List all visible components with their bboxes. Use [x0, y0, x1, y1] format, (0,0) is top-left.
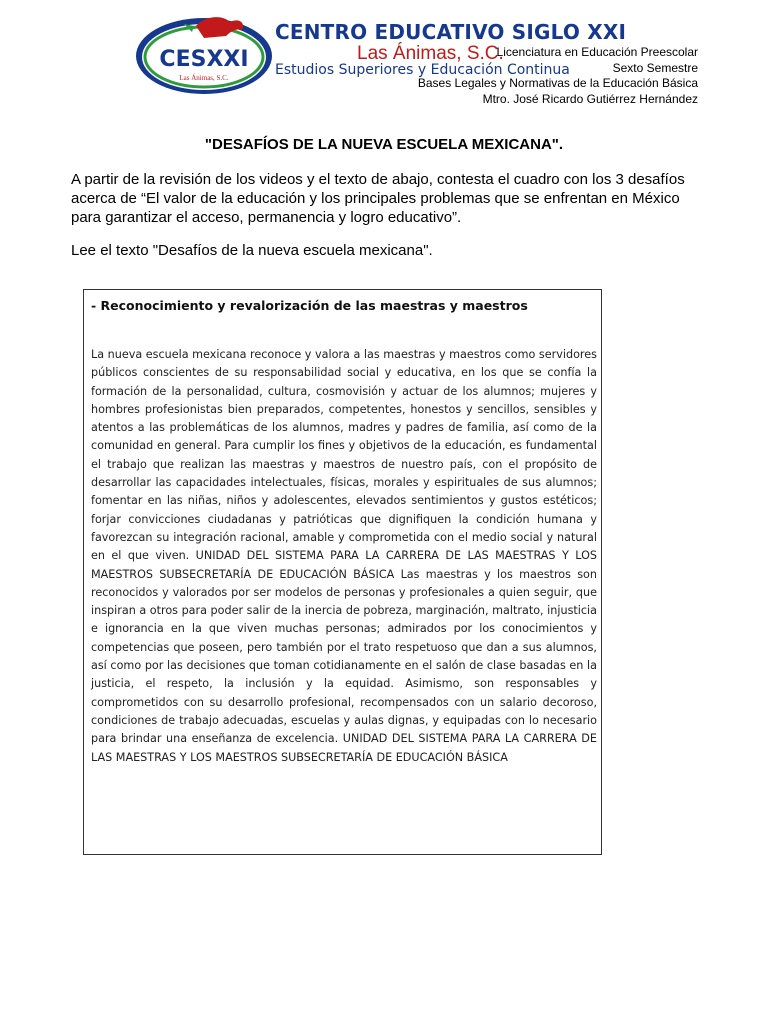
instruction-paragraph: Lee el texto "Desafíos de la nueva escuela mexicana".	[71, 242, 433, 259]
course-meta	[418, 45, 698, 107]
intro-paragraph: A partir de la revisión de los videos y el texto de abajo, contesta el cuadro con los 3 desafíos acerca de “El valor de la educación y los principales problemas que se enfrentan en México para garantizar el acceso, permanencia y logro educativo”.	[71, 171, 685, 226]
excerpt-heading: - Reconocimiento y revalorización de las maestras y maestros	[91, 298, 528, 313]
course-name: Bases Legales y Normativas de la Educación Básica	[417, 76, 698, 90]
excerpt-body: La nueva escuela mexicana reconoce y valora a las maestras y maestros como servidores públicos conscientes de su responsabilidad social y educativa, en los que se confía la formación de la personalidad, cultura, cosmovisión y actuar de los alumnos; mujeres y hombres profesionistas bien preparados, competentes, honestos y sencillos, sensibles y atentos a las problemáticas de los alumnos, madres y padres de familia, así como de la comunidad en general. Para cumplir los fines y objetivos de la educación, es fundamental el trabajo que realizan las maestras y maestros de nuestro país, con el propósito de desarrollar las capacidades intelectuales, físicas, morales y espirituales de sus alumnos; fomentar en las niñas, niños y adolescentes, elevados sentimientos y gustos estéticos; forjar convicciones ciudadanas y patrióticas que dignifiquen la condición humana y favorezcan su integración racional, amable y comprometida con el medio social y natural en el que viven. UNIDAD DEL SISTEMA PARA LA CARRERA DE LAS MAESTRAS Y LOS MAESTROS SUBSECRETARÍA DE EDUCACIÓN BÁSICA Las maestras y los maestros son reconocidos y valorados por ser modelos de personas y profesionales a quien seguir, que inspiran a otros para poder salir de la inercia de pobreza, marginación, maltrato, injusticia e ignorancia en la que viven muchas personas; admirados por los conocimientos y competencias que poseen, pero también por el trato respetuoso que dan a sus alumnos, así como por las decisiones que toman cotidianamente en el salón de clase basadas en la justicia, el respeto, la inclusión y la equidad. Asimismo, son responsables y comprometidos con su desarrollo profesional, recompensados con un salario decoroso, condiciones de trabajo adecuadas, escuelas y aulas dignas, y equipadas con lo necesario para brindar una enseñanza de excelencia. UNIDAD DEL SISTEMA PARA LA CARRERA DE LAS MAESTRAS Y LOS MAESTROS SUBSECRETARÍA DE EDUCACIÓN BÁSICA	[91, 348, 598, 764]
school-logo	[134, 12, 274, 96]
logo-acronym: CESXXI	[159, 47, 249, 72]
brand-title: CENTRO EDUCATIVO SIGLO XXI	[275, 20, 627, 44]
brand-tagline: Estudios Superiores y Educación Continua	[275, 62, 570, 78]
document-title: "DESAFÍOS DE LA NUEVA ESCUELA MEXICANA".	[204, 136, 564, 153]
teacher-name: Mtro. José Ricardo Gutiérrez Hernández	[482, 91, 698, 106]
school-logo-graphic	[134, 12, 274, 96]
program-name: Licenciatura en Educación Preescolar	[496, 45, 698, 59]
semester: Sexto Semestre	[612, 60, 698, 75]
logo-location: Las Ánimas, S.C.	[179, 74, 229, 82]
brand-subtitle: Las Ánimas, S.C.	[357, 43, 504, 64]
excerpt-box	[83, 289, 602, 855]
